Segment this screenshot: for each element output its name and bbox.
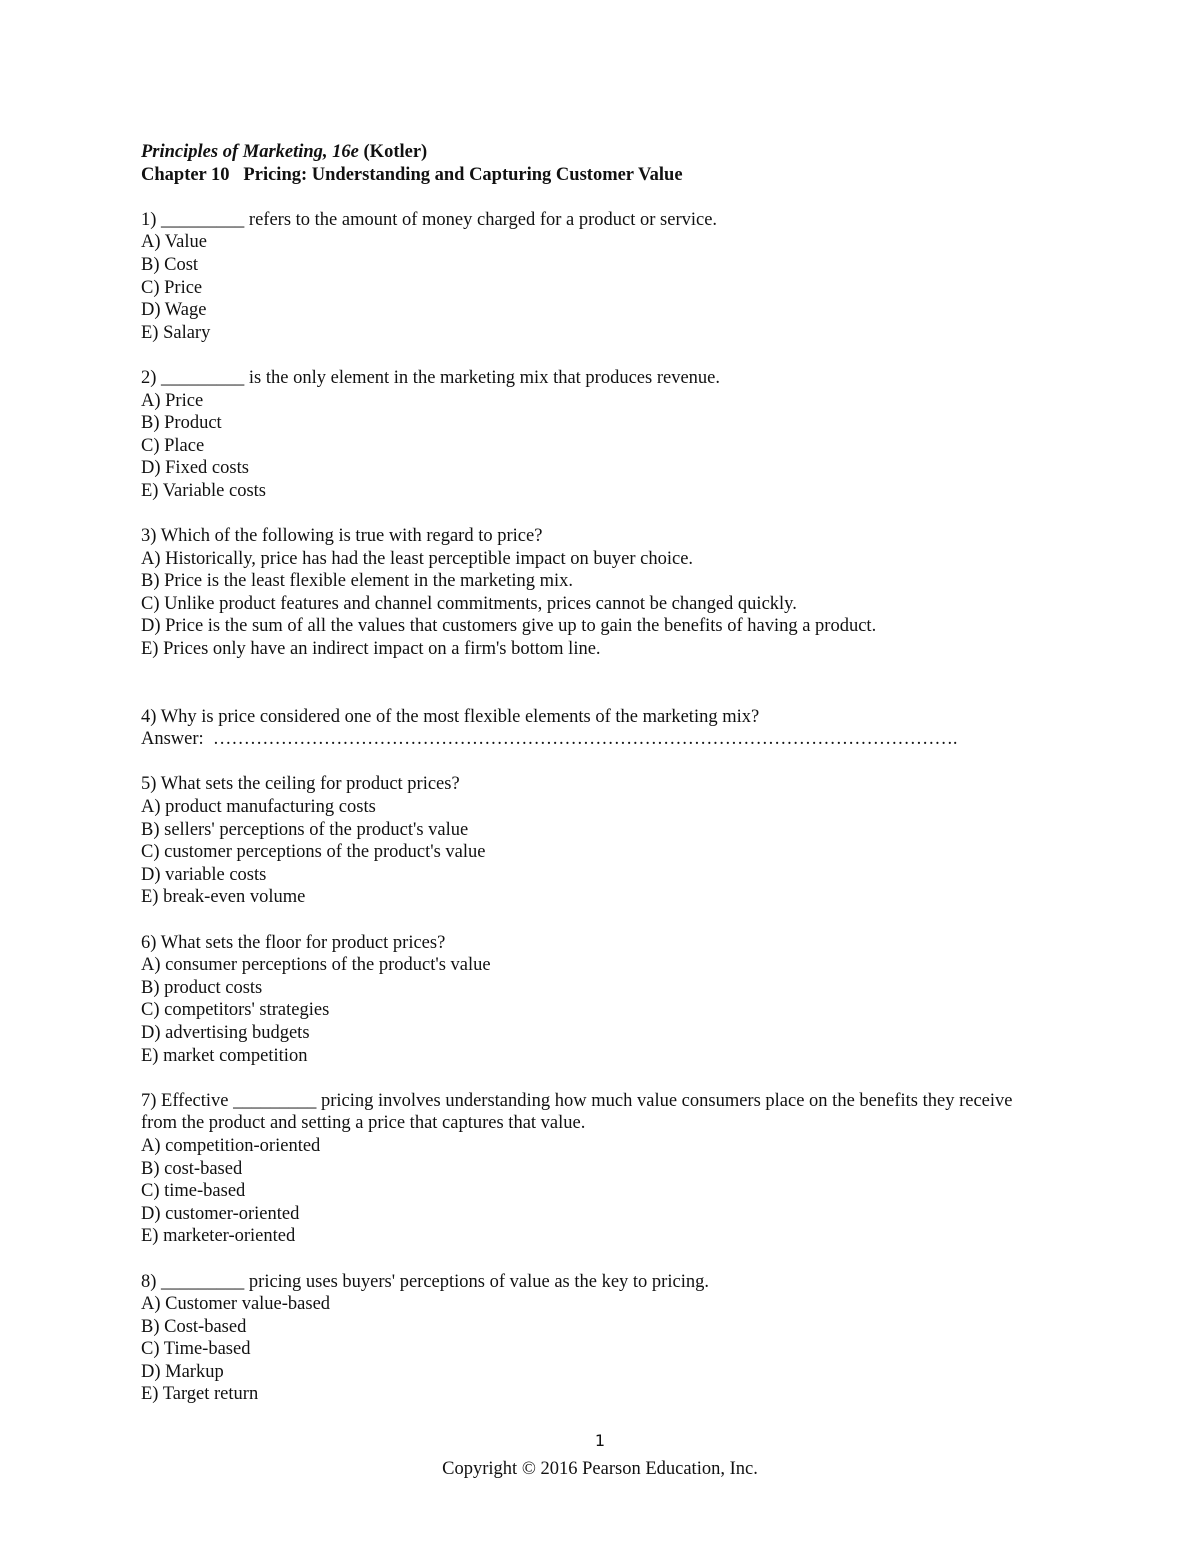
answer-option: A) Customer value-based bbox=[141, 1294, 331, 1315]
answer-option: E) market competition bbox=[141, 1045, 308, 1066]
answer-option: D) Markup bbox=[141, 1361, 224, 1382]
answer-option: A) product manufacturing costs bbox=[141, 797, 376, 818]
page-number: 1 bbox=[594, 1431, 606, 1450]
question-8 bbox=[141, 1271, 1081, 1407]
question-stem: 1) _________ refers to the amount of money charged for a product or service. bbox=[141, 209, 718, 230]
document-body bbox=[141, 141, 1081, 1406]
answer-option: A) Historically, price has had the least perceptible impact on buyer choice. bbox=[141, 548, 694, 569]
question-7 bbox=[141, 1090, 1081, 1248]
answer-option: D) Fixed costs bbox=[141, 458, 249, 479]
question-stem: 4) Why is price considered one of the most flexible elements of the marketing mix? bbox=[141, 706, 760, 727]
answer-option: C) Time-based bbox=[141, 1339, 251, 1360]
answer-option: B) sellers' perceptions of the product's value bbox=[141, 819, 469, 840]
answer-option: B) Cost-based bbox=[141, 1316, 247, 1337]
chapter-heading: Chapter 10 Pricing: Understanding and Capturing Customer Value bbox=[141, 164, 683, 185]
question-3 bbox=[141, 525, 1081, 661]
question-stem: 2) _________ is the only element in the marketing mix that produces revenue. bbox=[141, 367, 721, 388]
answer-option: C) competitors' strategies bbox=[141, 1000, 330, 1021]
answer-option: E) Variable costs bbox=[141, 480, 267, 501]
answer-option: D) Price is the sum of all the values that customers give up to gain the benefits of having a product. bbox=[141, 616, 877, 637]
question-6 bbox=[141, 932, 1081, 1068]
question-1 bbox=[141, 209, 1081, 345]
answer-option: A) Price bbox=[141, 390, 204, 411]
answer-option: B) Product bbox=[141, 413, 222, 434]
answer-option: E) marketer-oriented bbox=[141, 1226, 296, 1247]
answer-option: C) Price bbox=[141, 277, 203, 298]
answer-option: B) cost-based bbox=[141, 1158, 243, 1179]
answer-option: E) break-even volume bbox=[141, 887, 306, 908]
answer-option: E) Prices only have an indirect impact on a firm's bottom line. bbox=[141, 639, 601, 660]
copyright-footer: Copyright © 2016 Pearson Education, Inc. bbox=[442, 1459, 758, 1479]
answer-option: C) Unlike product features and channel commitments, prices cannot be changed quickly. bbox=[141, 593, 797, 614]
question-stem: 6) What sets the floor for product prices? bbox=[141, 932, 446, 953]
question-5 bbox=[141, 773, 1081, 909]
question-2 bbox=[141, 367, 1081, 503]
answer-option: A) competition-oriented bbox=[141, 1135, 321, 1156]
question-stem-line-2: from the product and setting a price that captures that value. bbox=[141, 1113, 586, 1134]
answer-option: B) Price is the least flexible element in the marketing mix. bbox=[141, 571, 574, 592]
answer-option: B) product costs bbox=[141, 977, 263, 998]
question-stem: 5) What sets the ceiling for product prices? bbox=[141, 774, 460, 795]
answer-line: Answer: …………………………………………………………………………………………………………. bbox=[141, 729, 958, 750]
book-title: Principles of Marketing, 16e bbox=[141, 142, 359, 162]
answer-option: D) advertising budgets bbox=[141, 1022, 310, 1043]
question-stem-line-1: 7) Effective _________ pricing involves understanding how much value consumers place on the benefits they receive bbox=[141, 1090, 1013, 1111]
question-4 bbox=[141, 706, 1081, 751]
question-stem: 8) _________ pricing uses buyers' perceptions of value as the key to pricing. bbox=[141, 1271, 709, 1292]
answer-option: E) Salary bbox=[141, 322, 211, 343]
answer-option: D) variable costs bbox=[141, 864, 267, 885]
answer-option: A) Value bbox=[141, 232, 207, 253]
answer-option: D) customer-oriented bbox=[141, 1203, 300, 1224]
answer-option: C) time-based bbox=[141, 1181, 246, 1202]
answer-option: B) Cost bbox=[141, 254, 199, 275]
answer-option: A) consumer perceptions of the product's value bbox=[141, 955, 491, 976]
book-author: (Kotler) bbox=[358, 142, 428, 162]
answer-option: C) Place bbox=[141, 435, 205, 456]
answer-option: E) Target return bbox=[141, 1384, 259, 1405]
answer-option: C) customer perceptions of the product's value bbox=[141, 842, 486, 863]
answer-option: D) Wage bbox=[141, 300, 207, 321]
book-heading bbox=[141, 141, 1081, 164]
question-stem: 3) Which of the following is true with regard to price? bbox=[141, 526, 543, 547]
